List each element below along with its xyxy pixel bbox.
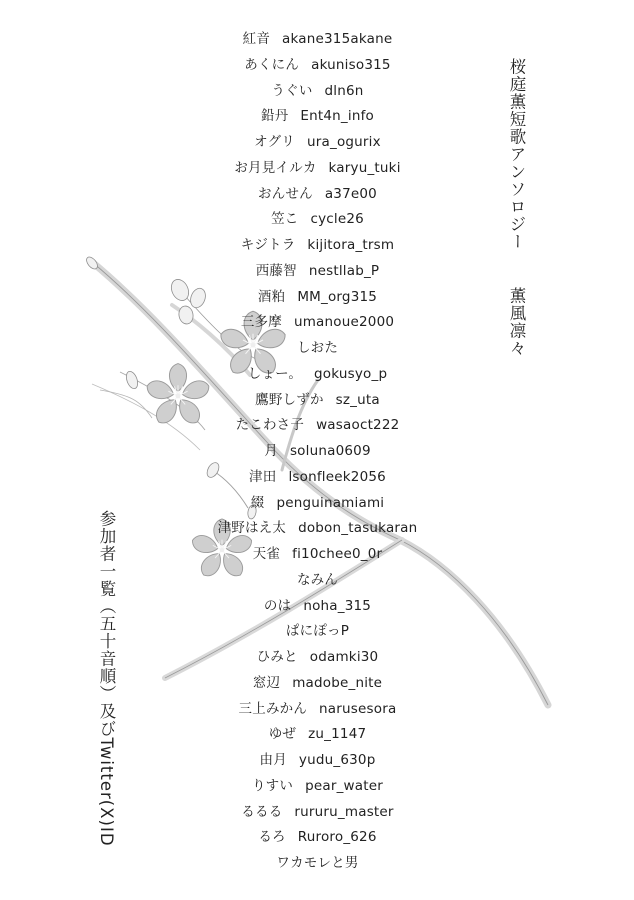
participant-name: ゆぜ: [268, 726, 297, 743]
participant-twitter-id: zu_1147: [308, 726, 367, 743]
participant-name: ひみと: [256, 649, 298, 665]
participant-name: 津野はえ太: [217, 520, 287, 537]
participant-name: 鷹野しずか: [255, 391, 324, 408]
participant-name: しょー。: [247, 365, 303, 382]
participant-name: 窓辺: [252, 674, 281, 691]
list-item: [200, 568, 435, 594]
list-item: [200, 542, 435, 568]
participant-twitter-id: dobon_tasukaran: [298, 520, 418, 537]
participant-twitter-id: narusesora: [319, 700, 397, 717]
list-item: [200, 233, 435, 259]
participant-name: 三上みかん: [238, 700, 308, 717]
participant-twitter-id: umanoue2000: [293, 314, 395, 331]
participant-twitter-id: gokusyo_p: [314, 365, 388, 382]
participant-name: おんせん: [258, 185, 313, 202]
list-item: [200, 388, 435, 414]
list-item: [200, 851, 435, 877]
participant-name: うぐい: [271, 82, 313, 99]
anthology-title: 桜庭薫短歌アンソロジー: [507, 58, 526, 251]
participant-name: お月見イルカ: [234, 159, 317, 176]
list-item: [200, 156, 435, 182]
list-item: [200, 310, 435, 336]
list-item: [200, 722, 435, 748]
list-item: [200, 645, 435, 671]
list-item: [200, 594, 435, 620]
participant-name: 酒粕: [257, 288, 286, 305]
participant-name: 紅音: [242, 31, 271, 47]
participant-twitter-id: penguinamiami: [276, 494, 385, 511]
participant-name: るろ: [258, 829, 286, 846]
list-item: [200, 362, 435, 388]
list-item: [200, 79, 435, 105]
participant-twitter-id: ura_ogurix: [307, 134, 381, 150]
participant-name: 津田: [249, 468, 277, 485]
participant-twitter-id: dln6n: [324, 82, 364, 99]
participant-list: [200, 27, 435, 877]
editor-name: 薫風凛々: [507, 286, 526, 357]
list-item: [200, 619, 435, 645]
participant-twitter-id: pear_water: [305, 777, 384, 794]
list-item: [200, 182, 435, 208]
list-item: [200, 465, 435, 491]
participant-name: たこわさ子: [235, 417, 305, 434]
participant-twitter-id: wasaoct222: [316, 417, 400, 434]
participant-twitter-id: sz_uta: [335, 391, 380, 408]
participant-name: しおた: [296, 340, 339, 356]
participant-twitter-id: yudu_630p: [298, 752, 376, 768]
list-item: [200, 285, 435, 311]
participant-twitter-id: kijitora_trsm: [307, 237, 395, 253]
title-block: [498, 58, 528, 378]
list-item: [200, 491, 435, 517]
list-item: [200, 697, 435, 723]
participant-twitter-id: noha_315: [303, 597, 372, 614]
participant-twitter-id: lsonfleek2056: [288, 468, 386, 485]
participant-name: ワカモレと男: [276, 855, 359, 871]
participant-name: 西藤智: [255, 262, 297, 279]
participant-name: 綴: [250, 494, 265, 511]
participant-name: 天雀: [252, 546, 281, 562]
participant-name: キジトラ: [240, 237, 296, 253]
participant-twitter-id: soluna0609: [289, 443, 371, 459]
list-item: [200, 104, 435, 130]
list-item: [200, 774, 435, 800]
list-item: [200, 413, 435, 439]
participant-name: 由月: [259, 752, 287, 768]
participant-twitter-id: Ruroro_626: [297, 829, 377, 846]
participant-name: 三多摩: [240, 314, 282, 331]
participant-twitter-id: akuniso315: [311, 56, 391, 73]
participant-twitter-id: madobe_nite: [292, 674, 383, 691]
participant-twitter-id: odamki30: [309, 649, 379, 665]
participant-twitter-id: a37e00: [324, 185, 377, 202]
list-item: [200, 516, 435, 542]
list-item: [200, 130, 435, 156]
list-item: [200, 825, 435, 851]
participant-twitter-id: akane315akane: [282, 31, 393, 47]
list-item: [200, 671, 435, 697]
list-item: [200, 439, 435, 465]
participant-twitter-id: nestllab_P: [308, 262, 380, 279]
participant-name: オグリ: [254, 134, 296, 150]
participant-twitter-id: cycle26: [310, 211, 364, 228]
list-item: [200, 748, 435, 774]
participant-name: るるる: [241, 803, 283, 820]
participant-name: りすい: [251, 777, 294, 794]
participant-twitter-id: Ent4n_info: [300, 108, 374, 125]
participant-twitter-id: fi10chee0_0r: [292, 546, 383, 562]
participant-name: 月: [264, 443, 278, 459]
participant-twitter-id: MM_org315: [297, 288, 378, 305]
list-item: [200, 336, 435, 362]
list-item: [200, 207, 435, 233]
list-item: [200, 259, 435, 285]
participant-name: あくにん: [244, 56, 300, 73]
list-item: [200, 27, 435, 53]
list-item: [200, 800, 435, 826]
participant-twitter-id: rururu_master: [294, 803, 394, 820]
participant-name: 笠こ: [271, 211, 299, 228]
participant-name: ぱにぽっP: [285, 623, 350, 640]
participant-name: なみん: [296, 571, 339, 588]
participant-twitter-id: karyu_tuki: [328, 159, 401, 176]
list-item: [200, 53, 435, 79]
list-heading: 参加者一覧（五十音順）及びTwitter(X)ID: [97, 510, 116, 847]
participant-name: 鉛丹: [261, 108, 289, 125]
participant-name: のは: [263, 597, 292, 614]
